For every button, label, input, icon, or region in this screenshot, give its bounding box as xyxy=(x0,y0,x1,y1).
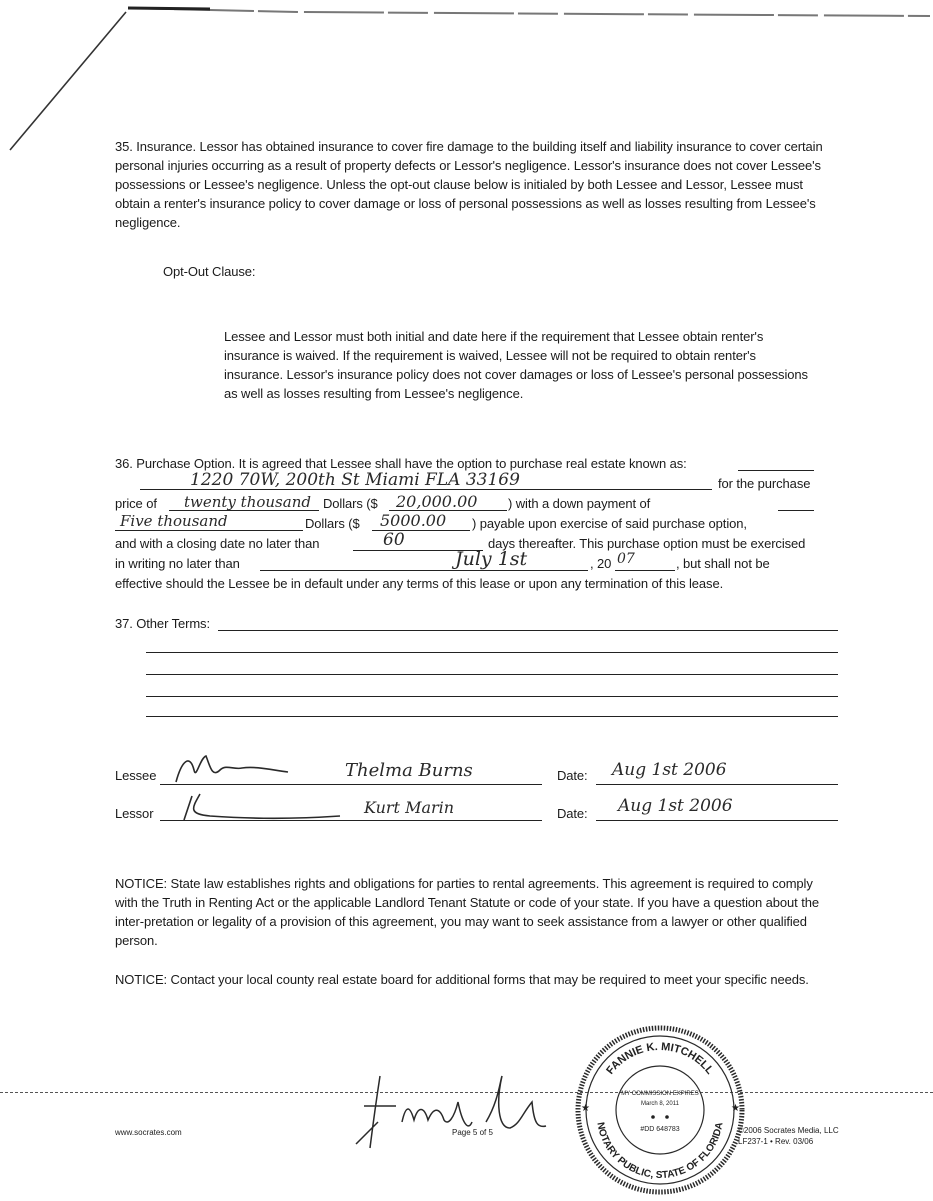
seal-bottom-text: NOTARY PUBLIC, STATE OF FLORIDA xyxy=(594,1121,726,1182)
days-thereafter: days thereafter. This purchase option must be exercised xyxy=(488,536,806,551)
lessee-signature xyxy=(168,752,328,786)
svg-text:FANNIE K. MITCHELL xyxy=(604,1041,716,1077)
price-words-handwritten: twenty thousand xyxy=(184,493,311,511)
for-the-purchase: for the purchase xyxy=(718,476,811,491)
clause-36-line1: 36. Purchase Option. It is agreed that Lessee shall have the option to purchase real estate known as: xyxy=(115,456,687,471)
lessee-date-handwritten: Aug 1st 2006 xyxy=(612,760,727,780)
seal-commission: MY COMMISSION EXPIRES xyxy=(621,1091,699,1097)
closing-days-handwritten: 60 xyxy=(383,530,405,550)
down-words-field xyxy=(115,530,303,531)
lessor-label: Lessor xyxy=(115,806,154,821)
but-shall-not: , but shall not be xyxy=(676,556,770,571)
svg-text:★: ★ xyxy=(731,1103,740,1114)
writing-comma: , 20 xyxy=(590,556,612,571)
lessee-printed-name: Thelma Burns xyxy=(345,760,473,781)
clause-35-text: 35. Insurance. Lessor has obtained insurance to cover fire damage to the building itself and liability insurance to cover certain personal injuries occurring as a result of property defects or Lessor's negligence. Lessor's insurance does not cover Lessee's possessions or Lessee's negligence. Unless the opt-out clause below is initialed by both Lessee and Lessor, Lessee must obtain a renter's insurance policy to cover damage or loss of personal possessions as well as losses resulting from Lessee's negligence. xyxy=(115,139,823,230)
notary-seal xyxy=(575,1025,745,1195)
writing-date-field xyxy=(260,570,588,571)
clause-36-line6: effective should the Lessee be in default under any terms of this lease or upon any termination of this lease. xyxy=(115,576,724,591)
address-handwritten: 1220 70W, 200th St Miami FLA 33169 xyxy=(190,470,520,490)
lessor-date-handwritten: Aug 1st 2006 xyxy=(618,796,733,816)
footer-form-number: LF237-1 • Rev. 03/06 xyxy=(738,1137,814,1146)
opt-out-text: Lessee and Lessor must both initial and date here if the requirement that Lessee obtain renter's insurance is waived. If the requirement is waived, Lessee will not be required to obtain renter's insurance. Lessor's insurance policy does not cover damages or loss of Lessee's personal possessions as well as losses resulting from Lessee's negligence. xyxy=(224,329,808,401)
lessee-date-line xyxy=(596,784,838,785)
other-terms-line xyxy=(218,630,838,631)
notice-1: NOTICE: State law establishes rights and obligations for parties to rental agreements. This agreement is required to comply with the Truth in Renting Act or the applicable Landlord Tenant Statute or code of your state. If you have a question about the inter-pretation or legality of a provision of this agreement, you may want to seek assistance from a lawyer or other qualified person. xyxy=(115,876,819,948)
seal-name: FANNIE K. MITCHELL xyxy=(604,1040,716,1077)
down-number-handwritten: 5000.00 xyxy=(380,511,447,530)
dollars-label-2: Dollars ($ xyxy=(305,516,360,531)
other-terms-line xyxy=(146,696,838,697)
lessor-printed-name: Kurt Marin xyxy=(364,798,455,817)
seal-date: March 8, 2011 xyxy=(641,1101,679,1107)
svg-text:★: ★ xyxy=(581,1103,590,1114)
writing-year-handwritten: 07 xyxy=(617,551,635,567)
lessee-date-label: Date: xyxy=(557,768,588,783)
price-number-handwritten: 20,000.00 xyxy=(396,492,478,511)
blank-line xyxy=(778,510,814,511)
footer-copyright: ©2006 Socrates Media, LLC xyxy=(738,1126,839,1135)
lessor-date-line xyxy=(596,820,838,821)
other-terms-line xyxy=(146,674,838,675)
payable-label: ) payable upon exercise of said purchase option, xyxy=(472,516,747,531)
footer-website: www.socrates.com xyxy=(115,1128,182,1137)
year-field xyxy=(615,570,675,571)
seal-number: #DD 648783 xyxy=(640,1126,680,1133)
scan-artifact xyxy=(0,0,933,160)
down-payment-label: ) with a down payment of xyxy=(508,496,651,511)
notice-2: NOTICE: Contact your local county real estate board for additional forms that may be required to meet your specific needs. xyxy=(115,972,809,987)
writing-date-handwritten: July 1st xyxy=(455,548,528,570)
other-terms-label: 37. Other Terms: xyxy=(115,616,210,631)
closing-label: and with a closing date no later than xyxy=(115,536,320,551)
dollars-label: Dollars ($ xyxy=(323,496,378,511)
blank-line xyxy=(738,470,814,471)
notary-signature xyxy=(350,1062,610,1152)
opt-out-label: Opt-Out Clause: xyxy=(163,264,256,279)
lessor-date-label: Date: xyxy=(557,806,588,821)
price-of-label: price of xyxy=(115,496,157,511)
down-words-handwritten: Five thousand xyxy=(120,512,228,530)
lessee-label: Lessee xyxy=(115,768,157,783)
other-terms-line xyxy=(146,652,838,653)
footer-page-number: Page 5 of 5 xyxy=(452,1128,493,1137)
lessor-signature xyxy=(170,790,350,824)
other-terms-line xyxy=(146,716,838,717)
writing-label: in writing no later than xyxy=(115,556,240,571)
